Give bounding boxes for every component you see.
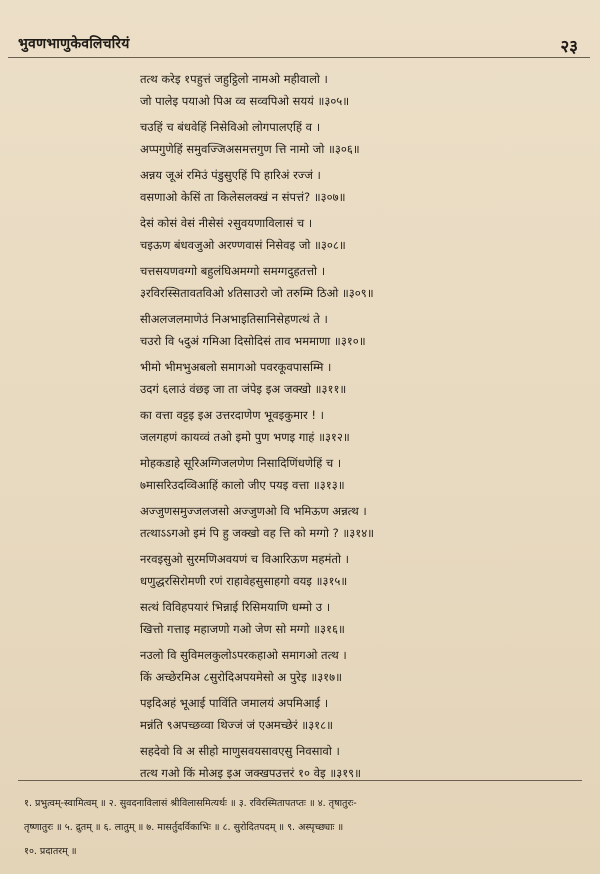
verse-stanza xyxy=(140,116,590,160)
verse-stanza xyxy=(140,308,590,352)
verse-line: वसणाओ केसिं ता किलेसलक्खं न संपत्तं? ॥३०७॥ xyxy=(140,190,346,204)
verse-stanza xyxy=(140,404,590,448)
verse-stanza xyxy=(140,548,590,592)
verse-line: ७मासरिउदव्विआहिं कालो जीए पयइ वत्ता ॥३१३॥ xyxy=(140,478,345,492)
verse-stanza xyxy=(140,164,590,208)
verse-line: पइदिअहं भूआई पाविंति जमालयं अपमिआई । xyxy=(140,696,329,710)
verse-line: मोहकडाहे सूरिअग्गिजलणेण निसादिणिंधणेहिं च । xyxy=(140,456,342,470)
verse-line: चउहिं च बंधवेहिं निसेविओ लोगपालएहिं व । xyxy=(140,120,321,134)
verse-stanza xyxy=(140,212,590,256)
verse-line: देसं कोसं वेसं नीसेसं २सुवयणाविलासं च । xyxy=(140,216,313,230)
verse-line: चत्तसयणवग्गो बहुलंघिअमग्गो समग्गदुहतत्तो । xyxy=(140,264,326,278)
verse-line: अप्पगुणेहिं समुवज्जिअसमत्तगुण त्ति नामो जो ॥३०६॥ xyxy=(140,142,360,156)
verse-block xyxy=(140,68,590,788)
verse-line: सीअलजलमाणेउं निअभाइतिसानिसेहणत्थं ते । xyxy=(140,312,328,326)
verse-line: का वत्ता वट्टइ इअ उत्तरदाणेण भूवइकुमार ! । xyxy=(140,408,324,422)
verse-stanza xyxy=(140,452,590,496)
footnote-line: १०. प्रदातरम् ॥ xyxy=(24,846,77,857)
footnote-line: तृष्णातुरः ॥ ५. द्रुतम् ॥ ६. लातुम् ॥ ७. मासर्तुदर्विकाभिः ॥ ८. सुरोदितपदम् ॥ ९. अस्पृच्छ्याः ॥ xyxy=(24,822,344,833)
verse-line: नरवइसुओ सुरमणिअवयणं च विआरिऊण महमंतो । xyxy=(140,552,349,566)
verse-stanza xyxy=(140,68,590,112)
running-title: भुवणभाणुकेवलिचरियं xyxy=(18,36,130,52)
verse-line: नउलो वि सुविमलकुलोऽपरकहाओ समागओ तत्थ । xyxy=(140,648,347,662)
verse-line: अज्जुणसमुज्जलजसो अज्जुणओ वि भमिऊण अन्नत्थ । xyxy=(140,504,367,518)
footnote-line: १. प्रभुत्वम्-स्वामित्वम् ॥ २. सुवदनाविलासं श्रीविलासमित्यर्थः ॥ ३. रविरस्मितापतप्तः ॥ ४. तृषातुरः- xyxy=(24,798,357,809)
page-number: २३ xyxy=(560,37,578,57)
verse-line: किं अच्छेरमिअ ८सुरोदिअपयमेसो अ पुरेइ ॥३१७॥ xyxy=(140,670,343,684)
verse-line: सत्थं विविहपयारं भिन्नाई रिसिमयाणि धम्मो उ । xyxy=(140,600,331,614)
verse-line: खित्तो गत्ताइ महाजणो गओ जेण सो मग्गो ॥३१६॥ xyxy=(140,622,345,636)
verse-line: चउरो वि ५दुअं गमिआ दिसोदिसं ताव भममाणा ॥३१०॥ xyxy=(140,334,366,348)
verse-line: भीमो भीमभुअबलो समागओ पवरकूवपासम्मि । xyxy=(140,360,332,374)
verse-line: जलगहणं कायव्वं तओ इमो पुण भणइ गाहं ॥३१२॥ xyxy=(140,430,350,444)
verse-line: उदगं ६लाउं वंछइ जा ता जंपेइ इअ जक्खो ॥३११॥ xyxy=(140,382,347,396)
verse-stanza xyxy=(140,692,590,736)
footnotes-block xyxy=(24,792,584,864)
verse-line: धणुद्धरसिरोमणी रणं राहावेहसुसाहगो वयइ ॥३१५॥ xyxy=(140,574,348,588)
verse-stanza xyxy=(140,740,590,784)
verse-line: तत्थ गओ किं मोअइ इअ जक्खपउत्तरं १० वेइ ॥३१९॥ xyxy=(140,766,362,780)
verse-line: तत्थ करेइ १पहुत्तं जहुट्ठिलो नामओ महीवालो । xyxy=(140,72,328,86)
verse-line: चइऊण बंधवजुओ अरण्णवासं निसेवइ जो ॥३०८॥ xyxy=(140,238,346,252)
verse-stanza xyxy=(140,260,590,304)
verse-stanza xyxy=(140,356,590,400)
verse-line: तत्थाऽऽगओ इमं पि हु जक्खो वह त्ति को मग्गो ? ॥३१४॥ xyxy=(140,526,375,540)
verse-line: सहदेवो वि अ सीहो माणुसवयसावएसु निवसावो । xyxy=(140,744,340,758)
verse-line: मन्नंति ९अपच्छव्वा थिज्जं जं एअमच्छेरं ॥३१८॥ xyxy=(140,718,334,732)
verse-stanza xyxy=(140,644,590,688)
verse-line: ३रविरस्सितावतविओ ४तिसाउरो जो तरुम्मि ठिओ ॥३०९॥ xyxy=(140,286,374,300)
verse-stanza xyxy=(140,500,590,544)
verse-stanza xyxy=(140,596,590,640)
verse-line: अन्नय जूअं रमिउं पंडुसुएहिं पि हारिअं रज्जं । xyxy=(140,168,321,182)
verse-line: जो पालेइ पयाओ पिअ व्व सव्वपिओ सययं ॥३०५॥ xyxy=(140,94,350,108)
header-rule xyxy=(8,57,590,58)
footnote-rule xyxy=(18,780,582,781)
